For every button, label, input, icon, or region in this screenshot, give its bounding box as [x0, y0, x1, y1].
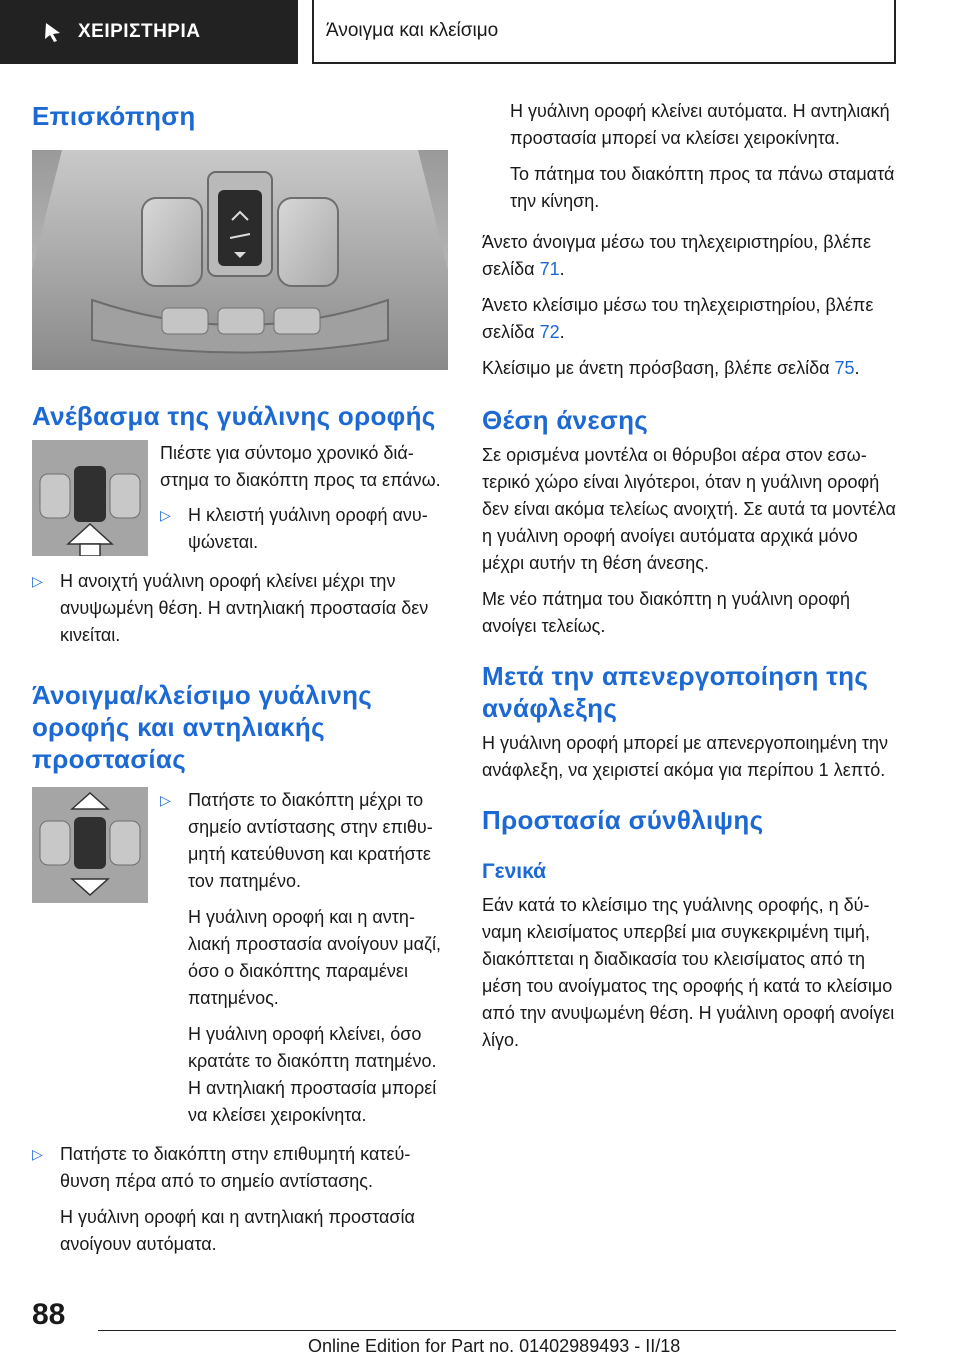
- raise-title: Ανέβασμα της γυάλινης οροφής: [32, 401, 436, 431]
- general-title: Γενικά: [482, 860, 547, 883]
- cursor-arrow-icon: [42, 21, 64, 43]
- section-tab[interactable]: [312, 0, 896, 64]
- oc-bullet-1-p2: Η γυάλινη οροφή και η αντηλιακή προστασία ανοίγουν μαζί, όσο ο διακόπτης παραμένει πατημένος.: [188, 907, 441, 1008]
- open-close-title: Άνοιγμα/κλείσιμο γυάλινης οροφής και αντηλιακής προστασίας: [32, 680, 373, 774]
- open-close-photo: [32, 787, 148, 903]
- page-link-75[interactable]: 75: [834, 358, 855, 378]
- right-column: [482, 98, 898, 1054]
- pinch-title: Προστασία σύνθλιψης: [482, 805, 764, 835]
- cont-p2: Το πάτημα του διακόπτη προς τα πάνω σταματά την κίνηση.: [510, 164, 895, 211]
- remote-close-ref: [482, 292, 898, 346]
- general-p1: Εάν κατά το κλείσιμο της γυάλινης οροφής, η δύναμη κλεισίματος υπερβεί μια συγκεκριμένη τιμή, διακόπτεται η διαδικασία του κλεισίματος από τη μέση του ανοίγματος της οροφής ή κατά το κλείσιμο από την ανυψωμένη θέση. Η γυάλινη οροφή ανοίγει λίγο.: [482, 895, 895, 1050]
- ignition-title: Μετά την απενεργοποίηση της ανάφλεξης: [482, 661, 869, 723]
- comfort-p1: Σε ορισμένα μοντέλα οι θόρυβοι αέρα στον εσωτερικό χώρο είναι λιγότεροι, όταν η γυάλινη οροφή δεν είναι ακόμα τελείως ανοιχτή. Σε αυτά τα μοντέλα η γυάλινη οροφή ανοίγει αυτόματα αρχικά μόνο μέχρι αυτήν τη θέση άνεσης.: [482, 445, 896, 573]
- oc-bullet-2: Πατήστε το διακόπτη στην επιθυμητή κατεύθυνση πέρα από το σημείο αντίστασης.: [60, 1144, 411, 1191]
- overview-title: Επισκόπηση: [32, 101, 196, 131]
- keyless-text: Κλείσιμο με άνετη πρόσβαση, βλέπε σελίδα: [482, 358, 835, 378]
- comfort-p2: Με νέο πάτημα του διακόπτη η γυάλινη οροφή ανοίγει τελείως.: [482, 589, 850, 636]
- remote-open-ref: [482, 229, 898, 283]
- cont-p1: Η γυάλινη οροφή κλείνει αυτόματα. Η αντηλιακή προστασία μπορεί να κλείσει χειροκίνητα.: [510, 101, 890, 148]
- period: .: [559, 259, 565, 279]
- keyless-ref: [482, 355, 898, 382]
- overview-photo: [32, 150, 448, 370]
- page-header: [0, 0, 960, 66]
- raise-bullet-2: Η ανοιχτή γυάλινη οροφή κλείνει μέχρι την ανυψωμένη θέση. Η αντηλιακή προστασία δεν κινείται.: [60, 571, 429, 645]
- raise-bullet-1: Η κλειστή γυάλινη οροφή ανυψώνεται.: [188, 505, 428, 552]
- edition-text: Online Edition for Part no. 01402989493 - II/18: [308, 1336, 681, 1356]
- raise-photo: [32, 440, 148, 556]
- switch-up-down-image: [32, 787, 148, 903]
- period: .: [559, 322, 565, 342]
- page-number: 88: [32, 1298, 66, 1331]
- comfort-title: Θέση άνεσης: [482, 405, 649, 435]
- page-link-71[interactable]: 71: [539, 259, 560, 279]
- bullet-triangle-icon: ▷: [160, 507, 171, 523]
- bullet-triangle-icon: ▷: [32, 573, 43, 589]
- oc-bullet-1: Πατήστε το διακόπτη μέχρι το σημείο αντίστασης στην επιθυμητή κατεύθυνση και κρατήστε τον πατημένο.: [188, 790, 433, 891]
- remote-close-text: Άνετο κλείσιμο μέσω του τηλεχειριστηρίου, βλέπε σελίδα: [482, 295, 874, 342]
- raise-text: Πιέστε για σύντομο χρονικό διάστημα το διακόπτη προς τα επάνω.: [160, 443, 441, 490]
- bullet-triangle-icon: ▷: [160, 792, 171, 808]
- period: .: [854, 358, 860, 378]
- manual-tab-label: ΧΕΙΡΙΣΤΗΡΙΑ: [78, 21, 201, 42]
- page-link-72[interactable]: 72: [539, 322, 560, 342]
- roof-console-image: [32, 150, 448, 370]
- footer-divider: [98, 1330, 896, 1331]
- remote-open-text: Άνετο άνοιγμα μέσω του τηλεχειριστηρίου, βλέπε σελίδα: [482, 232, 872, 279]
- switch-press-up-image: [32, 440, 148, 556]
- left-column: [32, 100, 448, 1258]
- oc-bullet-2-p2: Η γυάλινη οροφή και η αντηλιακή προστασία ανοίγουν αυτόματα.: [60, 1207, 415, 1254]
- section-tab-label: Άνοιγμα και κλείσιμο: [326, 20, 499, 41]
- oc-bullet-1-p3: Η γυάλινη οροφή κλείνει, όσο κρατάτε το διακόπτη πατημένο. Η αντηλιακή προστασία μπορεί να κλείσει χειροκίνητα.: [188, 1024, 437, 1125]
- bullet-triangle-icon: ▷: [32, 1146, 43, 1162]
- manual-tab[interactable]: [0, 0, 298, 64]
- ignition-p1: Η γυάλινη οροφή μπορεί με απενεργοποιημένη την ανάφλεξη, να χειριστεί ακόμα για περίπου 1 λεπτό.: [482, 733, 888, 780]
